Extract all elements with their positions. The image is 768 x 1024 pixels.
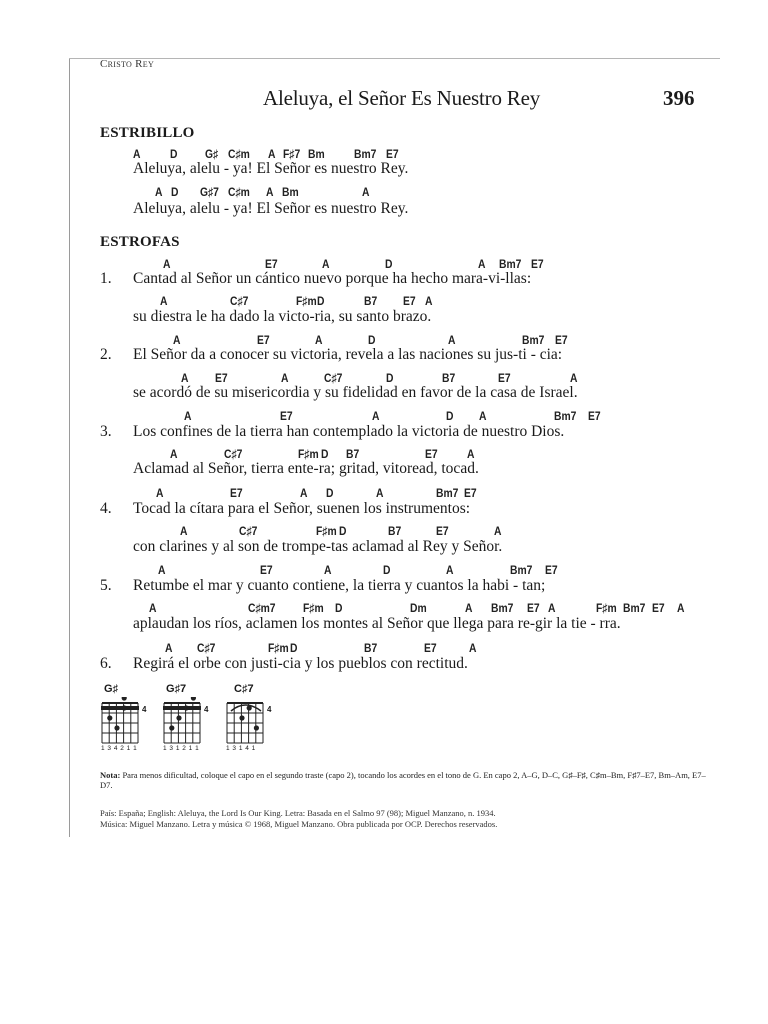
fret-number: 4 <box>267 705 272 714</box>
lyric-line: El Señor da a conocer su victoria, revela a las naciones su jus-ti - cia: <box>133 346 563 363</box>
capo-note <box>100 770 710 790</box>
lyric-line: se acordó de su misericordia y su fidelidad en favor de la casa de Israel. <box>133 384 578 401</box>
chord-a: A <box>469 641 477 655</box>
chord-bm7: Bm7 <box>436 486 459 500</box>
chord-c-sharp7: C♯7 <box>224 447 243 461</box>
chord-c-sharp7: C♯7 <box>239 524 258 538</box>
finger-dot <box>191 697 196 701</box>
refrain-heading: ESTRIBILLO <box>100 125 195 141</box>
chord-e7: E7 <box>652 601 665 615</box>
chord-line <box>0 257 768 271</box>
chord-d: D <box>335 601 343 615</box>
chord-a: A <box>448 333 456 347</box>
chord-a: A <box>467 447 475 461</box>
chord-e7: E7 <box>215 371 228 385</box>
chord-d: D <box>368 333 376 347</box>
hymn-title: Aleluya, el Señor Es Nuestro Rey <box>263 86 541 110</box>
finger-numbers: 1 3 1 2 1 1 <box>163 745 200 752</box>
chord-b7: B7 <box>388 524 402 538</box>
chord-line <box>0 185 768 199</box>
chord-a: A <box>155 185 163 199</box>
chord-b7: B7 <box>442 371 456 385</box>
chord-line <box>0 447 768 461</box>
chord-a: A <box>479 409 487 423</box>
chord-e7: E7 <box>403 294 416 308</box>
chord-a: A <box>494 524 502 538</box>
chord-a: A <box>165 641 173 655</box>
chord-line <box>0 601 768 615</box>
chord-a: A <box>376 486 384 500</box>
chord-d: D <box>383 563 391 577</box>
chord-line <box>0 486 768 500</box>
chord-e7: E7 <box>545 563 558 577</box>
chord-bm7: Bm7 <box>491 601 514 615</box>
chord-f-sharpm: F♯m <box>303 601 324 615</box>
chord-f-sharp7: F♯7 <box>283 147 301 161</box>
chord-c-sharp7: C♯7 <box>197 641 216 655</box>
chord-a: A <box>160 294 168 308</box>
verse-number: 6. <box>100 655 112 672</box>
barre-arc <box>231 705 261 711</box>
chord-e7: E7 <box>386 147 399 161</box>
chord-bm7: Bm7 <box>354 147 377 161</box>
lyric-line: Regirá el orbe con justi-cia y los pueblos con rectitud. <box>133 655 468 672</box>
chord-b7: B7 <box>364 294 378 308</box>
note-text: Para menos dificultad, coloque el capo en el segundo traste (capo 2), tocando los acordes en el tono de G. En capo 2, A–G, D–C, G♯–F♯, C♯m–Bm, F♯7–E7, Bm–Am, E7–D7. <box>100 770 706 790</box>
chord-b7: B7 <box>346 447 360 461</box>
chord-e7: E7 <box>260 563 273 577</box>
chord-a: A <box>425 294 433 308</box>
chord-line <box>0 294 768 308</box>
chord-a: A <box>266 185 274 199</box>
chord-line <box>0 147 768 161</box>
chord-a: A <box>163 257 171 271</box>
chord-f-sharpm: F♯m <box>596 601 617 615</box>
chord-c-sharpm: C♯m <box>228 147 250 161</box>
lyric-line: Aleluya, alelu - ya! El Señor es nuestro Rey. <box>133 160 409 177</box>
chord-d: D <box>321 447 329 461</box>
fret-number: 4 <box>142 705 147 714</box>
lyric-line: Retumbe el mar y cuanto contiene, la tierra y cuantos la habi - tan; <box>133 577 546 594</box>
chord-a: A <box>158 563 166 577</box>
chord-a: A <box>446 563 454 577</box>
chord-d: D <box>385 257 393 271</box>
credit-line-2: Música: Miguel Manzano. Letra y música © 1968, Miguel Manzano. Obra publicada por OCP. Derechos reservados. <box>100 819 498 829</box>
chord-dm: Dm <box>410 601 427 615</box>
verse-number: 5. <box>100 577 112 594</box>
finger-dot <box>107 715 112 720</box>
chord-d: D <box>290 641 298 655</box>
chord-a: A <box>372 409 380 423</box>
lyric-line: Cantad al Señor un cántico nuevo porque ha hecho mara-vi-llas: <box>133 270 532 287</box>
chord-d: D <box>317 294 325 308</box>
chord-bm7: Bm7 <box>499 257 522 271</box>
finger-dot <box>184 705 189 710</box>
chord-bm7: Bm7 <box>554 409 577 423</box>
credit-line-1: País: España; English: Aleluya, the Lord Is Our King. Letra: Basada en el Salmo 97 (98); Miguel Manzano, n. 1934. <box>100 808 496 818</box>
chord-a: A <box>184 409 192 423</box>
finger-dot <box>176 715 181 720</box>
chord-a: A <box>133 147 141 161</box>
chord-a: A <box>268 147 276 161</box>
chord-a: A <box>281 371 289 385</box>
section-category: Cristo Rey <box>100 58 155 70</box>
chord-e7: E7 <box>265 257 278 271</box>
chord-bm7: Bm7 <box>522 333 545 347</box>
chord-a: A <box>570 371 578 385</box>
chord-e7: E7 <box>280 409 293 423</box>
chord-a: A <box>465 601 473 615</box>
chord-a: A <box>478 257 486 271</box>
chord-e7: E7 <box>498 371 511 385</box>
chord-a: A <box>156 486 164 500</box>
finger-dot <box>239 715 244 720</box>
chord-f-sharpm: F♯m <box>316 524 337 538</box>
chord-a: A <box>149 601 157 615</box>
chord-d: D <box>446 409 454 423</box>
chord-f-sharpm: F♯m <box>296 294 317 308</box>
chord-bm7: Bm7 <box>623 601 646 615</box>
finger-numbers: 1 3 1 4 1 <box>226 745 256 752</box>
chord-b7: B7 <box>364 641 378 655</box>
chord-d: D <box>326 486 334 500</box>
verse-number: 3. <box>100 423 112 440</box>
chord-e7: E7 <box>588 409 601 423</box>
finger-dot <box>122 705 127 710</box>
chord-bm7: Bm7 <box>510 563 533 577</box>
finger-dot <box>254 725 259 730</box>
verse-number: 4. <box>100 500 112 517</box>
chord-a: A <box>300 486 308 500</box>
chord-g-sharp7: G♯7 <box>200 185 219 199</box>
chord-a: A <box>180 524 188 538</box>
lyric-line: su diestra le ha dado la victo-ria, su santo brazo. <box>133 308 432 325</box>
note-label: Nota: <box>100 770 121 780</box>
chord-a: A <box>170 447 178 461</box>
finger-numbers: 1 3 4 2 1 1 <box>101 745 138 752</box>
barre-mark <box>163 706 201 710</box>
chord-line <box>0 333 768 347</box>
finger-dot <box>247 705 252 710</box>
chord-diagram-name: G♯7 <box>166 683 187 695</box>
chord-line <box>0 524 768 538</box>
chord-a: A <box>181 371 189 385</box>
chord-line <box>0 641 768 655</box>
chord-d: D <box>339 524 347 538</box>
chord-e7: E7 <box>555 333 568 347</box>
lyric-line: aplaudan los ríos, aclamen los montes al Señor que llega para re-gir la tie - rra. <box>133 615 621 632</box>
chord-a: A <box>173 333 181 347</box>
chord-c-sharp7: C♯7 <box>230 294 249 308</box>
finger-dot <box>122 697 127 701</box>
chord-a: A <box>324 563 332 577</box>
chord-g-sharp: G♯ <box>205 147 219 161</box>
finger-dot <box>169 725 174 730</box>
chord-e7: E7 <box>527 601 540 615</box>
lyric-line: Los confines de la tierra han contemplado la victoria de nuestro Dios. <box>133 423 565 440</box>
top-rule <box>69 58 720 59</box>
chord-a: A <box>548 601 556 615</box>
chord-a: A <box>677 601 685 615</box>
lyric-line: Aclamad al Señor, tierra ente-ra; gritad, vitoread, tocad. <box>133 460 479 477</box>
verse-number: 2. <box>100 346 112 363</box>
verses-heading: ESTROFAS <box>100 234 180 250</box>
hymn-number: 396 <box>663 86 695 110</box>
chord-d: D <box>170 147 178 161</box>
barre-mark <box>101 706 139 710</box>
chord-a: A <box>315 333 323 347</box>
chord-f-sharpm: F♯m <box>298 447 319 461</box>
chord-a: A <box>362 185 370 199</box>
chord-d: D <box>171 185 179 199</box>
fret-number: 4 <box>204 705 209 714</box>
chord-line <box>0 409 768 423</box>
chord-c-sharpm: C♯m <box>228 185 250 199</box>
chord-line <box>0 563 768 577</box>
lyric-line: Tocad la cítara para el Señor, suenen los instrumentos: <box>133 500 471 517</box>
chord-diagram-name: G♯ <box>104 683 119 695</box>
verse-number: 1. <box>100 270 112 287</box>
chord-e7: E7 <box>436 524 449 538</box>
chord-d: D <box>386 371 394 385</box>
chord-diagram-name: C♯7 <box>234 683 254 695</box>
chord-e7: E7 <box>464 486 477 500</box>
chord-bm: Bm <box>282 185 299 199</box>
chord-c-sharp7: C♯7 <box>324 371 343 385</box>
chord-e7: E7 <box>531 257 544 271</box>
chord-c-sharpm7: C♯m7 <box>248 601 276 615</box>
chord-e7: E7 <box>425 447 438 461</box>
lyric-line: con clarines y al son de trompe-tas aclamad al Rey y Señor. <box>133 538 503 555</box>
chord-line <box>0 371 768 385</box>
chord-bm: Bm <box>308 147 325 161</box>
chord-a: A <box>322 257 330 271</box>
chord-e7: E7 <box>230 486 243 500</box>
chord-f-sharpm: F♯m <box>268 641 289 655</box>
chord-e7: E7 <box>424 641 437 655</box>
finger-dot <box>114 725 119 730</box>
lyric-line: Aleluya, alelu - ya! El Señor es nuestro Rey. <box>133 200 409 217</box>
chord-e7: E7 <box>257 333 270 347</box>
